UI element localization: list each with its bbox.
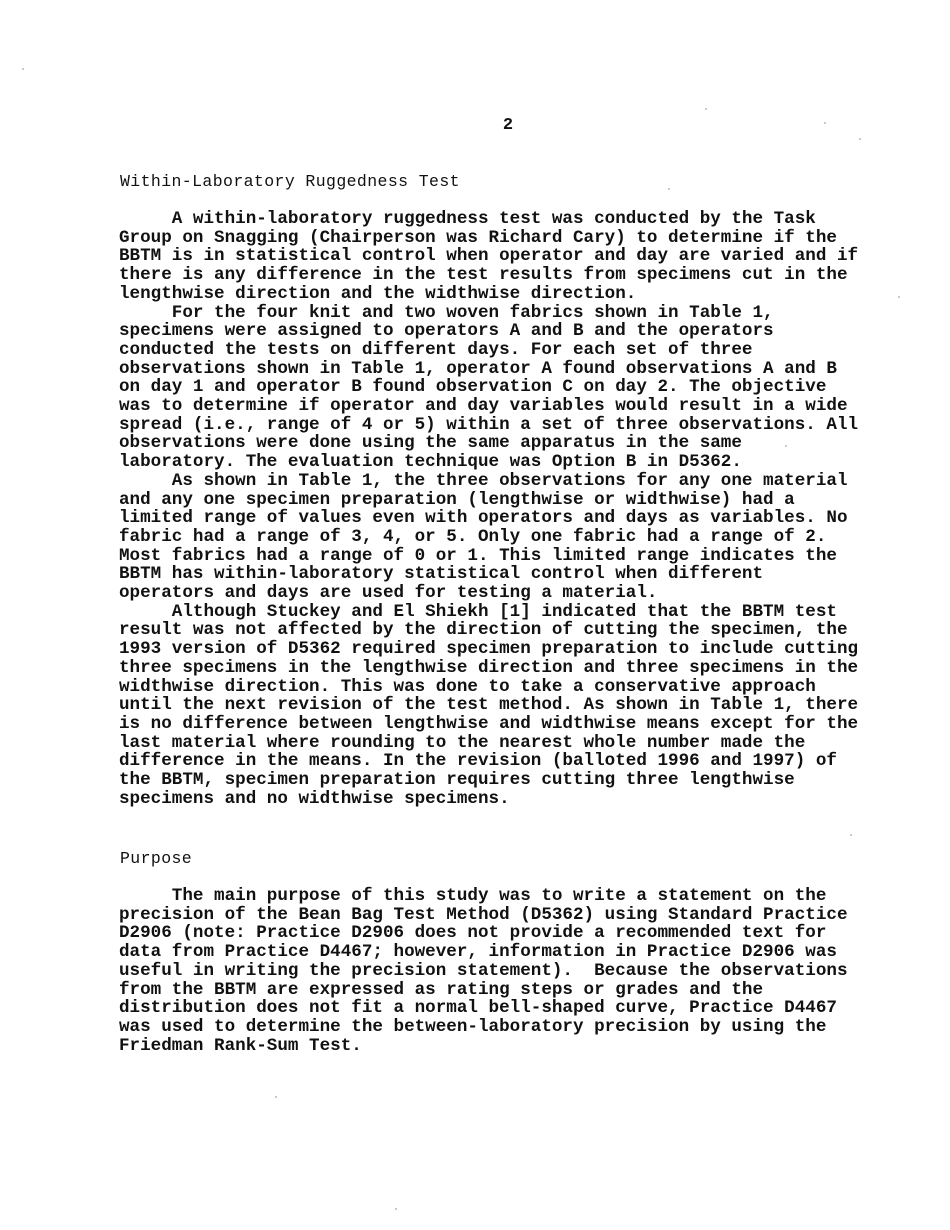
text-line: As shown in Table 1, the three observations for any one material [119, 470, 848, 491]
text-line: A within-laboratory ruggedness test was conducted by the Task [119, 209, 816, 229]
text-line: until the next revision of the test method. As shown in Table 1, there [119, 695, 859, 716]
text-line: Most fabrics had a range of 0 or 1. This limited range indicates the [119, 545, 837, 566]
text-line: observations were done using the same apparatus in the same [119, 433, 742, 454]
scan-speck [859, 138, 861, 140]
scan-speck [705, 108, 707, 110]
text-line: spread (i.e., range of 4 or 5) within a set of three observations. All [119, 414, 859, 435]
text-line: was to determine if operator and day variables would result in a wide [119, 396, 848, 417]
scan-speck [22, 68, 24, 70]
text-line: there is any difference in the test results from specimens cut in the [119, 265, 848, 286]
scan-speck [668, 188, 670, 190]
text-line: on day 1 and operator B found observation C on day 2. The objective [119, 377, 827, 398]
text-line: lengthwise direction and the widthwise direction. [119, 283, 637, 304]
text-line: widthwise direction. This was done to take a conservative approach [119, 676, 816, 697]
text-line: useful in writing the precision statement). Because the observations [119, 960, 848, 981]
text-line: D2906 (note: Practice D2906 does not provide a recommended text for [119, 923, 827, 944]
text-line: limited range of values even with operators and days as variables. No [119, 508, 848, 529]
scan-speck [785, 445, 787, 447]
section-heading-purpose: Purpose [120, 849, 193, 868]
scan-speck [898, 296, 900, 298]
text-line: fabric had a range of 3, 4, or 5. Only one fabric had a range of 2. [119, 526, 827, 547]
purpose-body [119, 887, 919, 1055]
text-line: conducted the tests on different days. For each set of three [119, 339, 753, 360]
text-line: 1993 version of D5362 required specimen preparation to include cutting [119, 639, 859, 660]
text-line: laboratory. The evaluation technique was Option B in D5362. [119, 452, 742, 473]
text-line: BBTM has within-laboratory statistical control when different [119, 564, 764, 585]
page-number: 2 [502, 116, 514, 135]
text-line: precision of the Bean Bag Test Method (D5362) using Standard Practice [119, 904, 848, 925]
text-line: distribution does not fit a normal bell-shaped curve, Practice D4467 [119, 998, 837, 1019]
text-line: Friedman Rank-Sum Test. [119, 1035, 362, 1056]
text-line: last material where rounding to the nearest whole number made the [119, 732, 806, 753]
scan-speck [395, 1208, 397, 1210]
text-line: and any one specimen preparation (lengthwise or widthwise) had a [119, 489, 795, 510]
text-line: BBTM is in statistical control when operator and day are varied and if [119, 246, 859, 267]
text-line: observations shown in Table 1, operator A found observations A and B [119, 358, 837, 379]
text-line: specimens were assigned to operators A and B and the operators [119, 321, 774, 342]
text-line: was used to determine the between-laboratory precision by using the [119, 1016, 827, 1037]
text-line: the BBTM, specimen preparation requires cutting three lengthwise [119, 770, 795, 791]
text-line: The main purpose of this study was to write a statement on the [119, 886, 827, 906]
text-line: For the four knit and two woven fabrics shown in Table 1, [119, 302, 774, 323]
text-line: specimens and no widthwise specimens. [119, 788, 510, 809]
text-line: difference in the means. In the revision (balloted 1996 and 1997) of [119, 751, 837, 772]
text-line: from the BBTM are expressed as rating steps or grades and the [119, 979, 764, 1000]
text-line: operators and days are used for testing a material. [119, 583, 658, 604]
ruggedness-test-body [119, 210, 919, 809]
scan-speck [824, 122, 826, 124]
text-line: data from Practice D4467; however, information in Practice D2906 was [119, 942, 837, 963]
text-line: Group on Snagging (Chairperson was Richard Cary) to determine if the [119, 227, 837, 248]
text-line: is no difference between lengthwise and widthwise means except for the [119, 713, 859, 734]
text-line: result was not affected by the direction of cutting the specimen, the [119, 620, 848, 641]
scan-speck [850, 834, 852, 836]
section-heading-ruggedness-test: Within-Laboratory Ruggedness Test [120, 172, 460, 191]
scan-speck [275, 1096, 277, 1098]
text-line: Although Stuckey and El Shiekh [1] indicated that the BBTM test [119, 601, 837, 622]
text-line: three specimens in the lengthwise direction and three specimens in the [119, 657, 859, 678]
